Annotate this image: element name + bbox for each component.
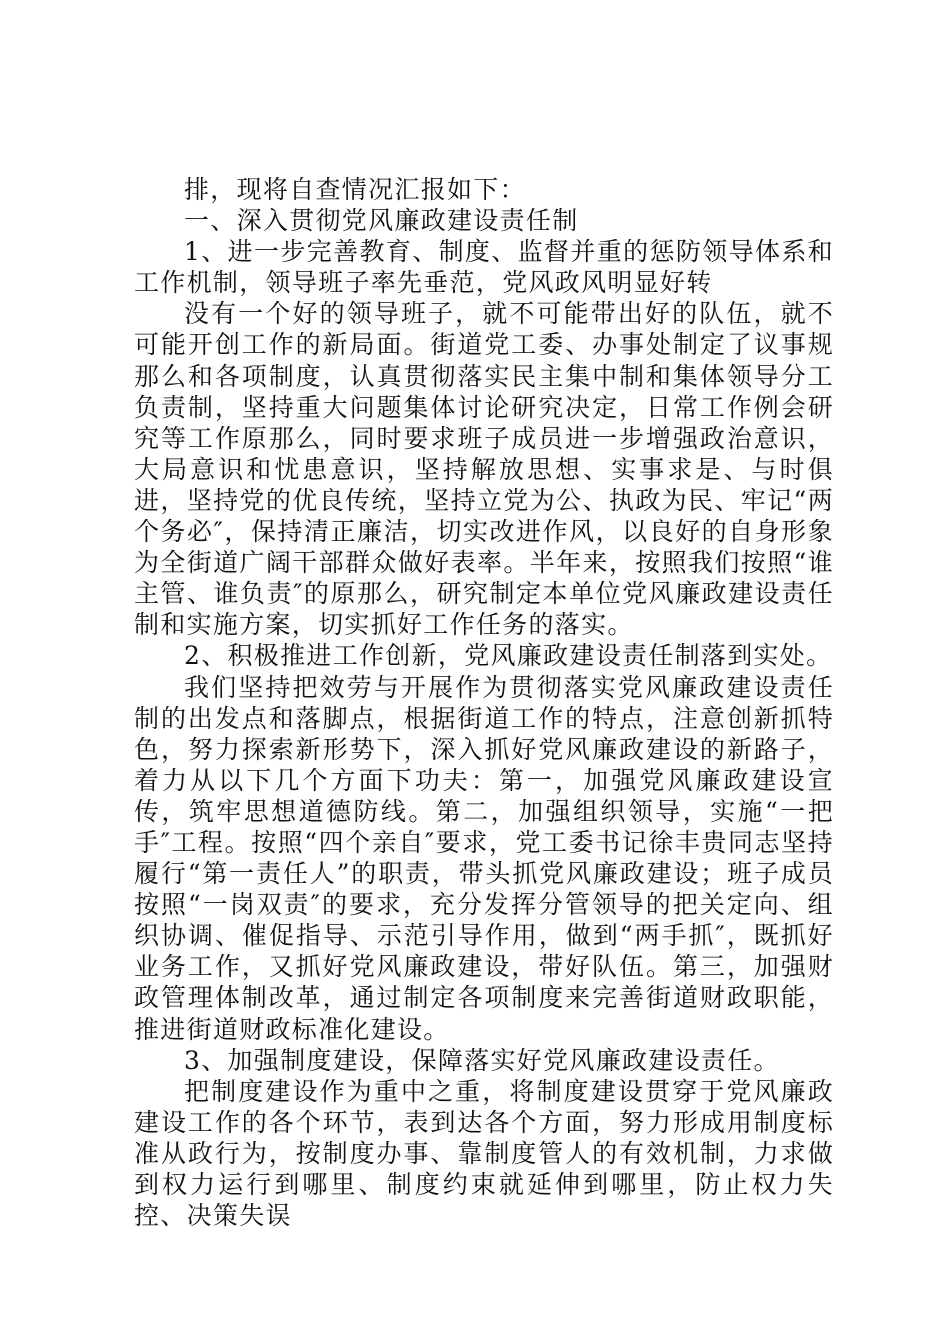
section-heading: 一、深入贯彻党风廉政建设责任制 — [184, 206, 579, 236]
subheading-1: 1、进一步完善教育、制度、监督并重的惩防领导体系和工作机制，领导班子率先垂范，党风政风明显好转 — [134, 237, 834, 298]
document-page — [134, 174, 834, 1231]
paragraph-body-1: 没有一个好的领导班子，就不可能带出好的队伍，就不可能开创工作的新局面。街道党工委、办事处制定了议事规那么和各项制度，认真贯彻落实民主集中制和集体领导分工负责制，坚持重大问题集体讨论研究决定，日常工作例会研究等工作原那么，同时要求班子成员进一步增强政治意识，大局意识和忧患意识，坚持解放思想、实事求是、与时俱进，坚持党的优良传统，坚持立党为公、执政为民、牢记“两个务必″，保持清正廉洁，切实改进作风，以良好的自身形象为全街道广阔干部群众做好表率。半年来，按照我们按照“谁主管、谁负责″的原那么，研究制定本单位党风廉政建设责任制和实施方案，切实抓好工作任务的落实。 — [134, 299, 834, 640]
paragraph-body-3: 把制度建设作为重中之重，将制度建设贯穿于党风廉政建设工作的各个环节，表到达各个方面，努力形成用制度标准从政行为，按制度办事、靠制度管人的有效机制，力求做到权力运行到哪里、制度约束就延伸到哪里，防止权力失控、决策失误 — [134, 1076, 834, 1231]
subheading-2: 2、积极推进工作创新，党风廉政建设责任制落到实处。 — [184, 641, 833, 671]
paragraph-body-2: 我们坚持把效劳与开展作为贯彻落实党风廉政建设责任制的出发点和落脚点，根据街道工作的特点，注意创新抓特色，努力探索新形势下，深入抓好党风廉政建设的新路子，着力从以下几个方面下功夫：第一，加强党风廉政建设宣传，筑牢思想道德防线。第二，加强组织领导，实施“一把手″工程。按照“四个亲自″要求，党工委书记徐丰贵同志坚持履行“第一责任人”的职责，带头抓党风廉政建设；班子成员按照“一岗双责″的要求，充分发挥分管领导的把关定向、组织协调、催促指导、示范引导作用，做到“两手抓″，既抓好业务工作，又抓好党风廉政建设，带好队伍。第三，加强财政管理体制改革，通过制定各项制度来完善街道财政职能，推进街道财政标准化建设。 — [134, 672, 834, 1044]
paragraph-intro: 排，现将自查情况汇报如下： — [184, 175, 526, 204]
subheading-3: 3、加强制度建设，保障落实好党风廉政建设责任。 — [184, 1045, 780, 1075]
